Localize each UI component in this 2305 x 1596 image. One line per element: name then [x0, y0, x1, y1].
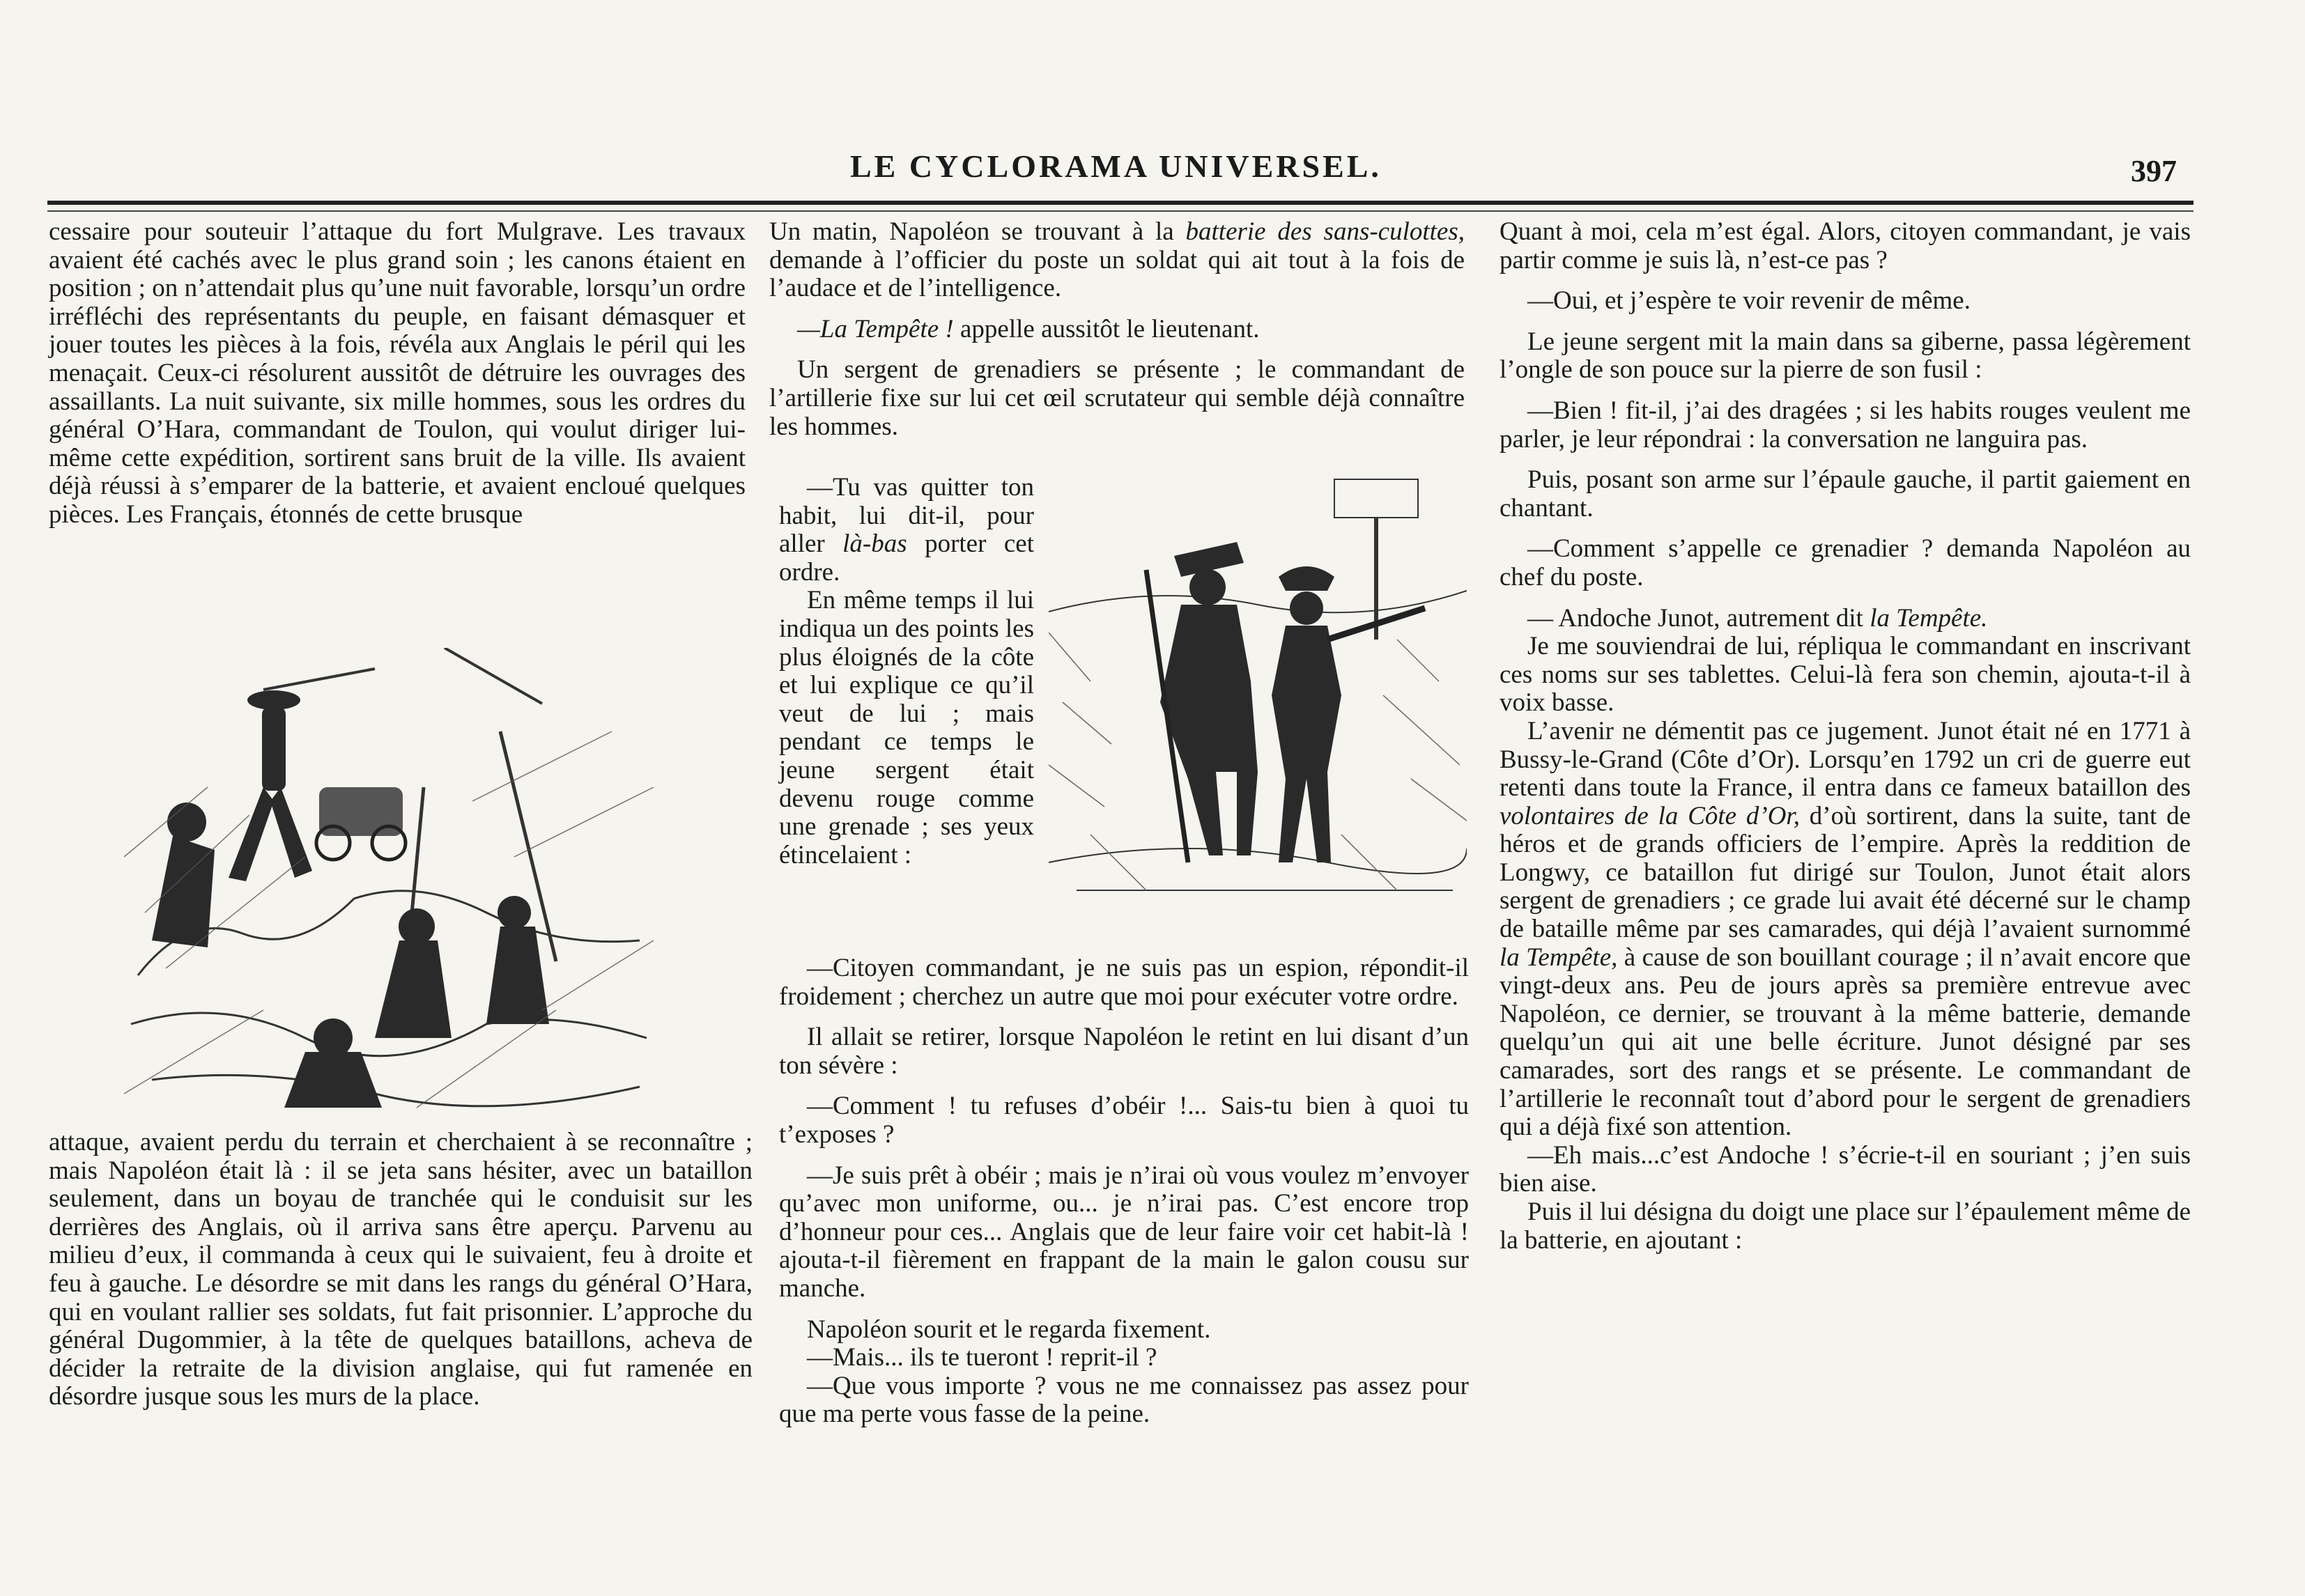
- running-title: LE CYCLORAMA UNIVERSEL.: [850, 148, 1382, 184]
- column-2-bottom: [779, 954, 1469, 1429]
- paragraph: Un sergent de grenadiers se présente ; le commandant de l’artillerie fixe sur lui cet œil scrutateur qui semble déjà connaître les hommes.: [769, 355, 1465, 441]
- paragraph: — Andoche Junot, autrement dit la Tempête.: [1527, 603, 1988, 633]
- column-1-bottom: [49, 1129, 753, 1411]
- paragraph: —Comment s’appelle ce grenadier ? demanda Napoléon au chef du poste.: [1500, 534, 2191, 591]
- paragraph: Puis il lui désigna du doigt une place sur l’épaulement même de la batterie, en ajoutant :: [1500, 1198, 2191, 1255]
- paragraph: —Oui, et j’espère te voir revenir de même.: [1527, 286, 1971, 316]
- battle-engraving: [124, 648, 654, 1115]
- paragraph: Un matin, Napoléon se trouvant à la batterie des sans-culottes, demande à l’officier du poste un soldat qui ait tout à la fois de l’audace et de l’intelligence.: [769, 217, 1465, 303]
- paragraph: attaque, avaient perdu du terrain et cherchaient à se reconnaître ; mais Napoléon était là : il se jeta sans hésiter, avec un bataillon seulement, dans un boyau de tranchée qui le conduisit sur les derrières des Anglais, où il arriva sans être aperçu. Parvenu au milieu d’eux, il commanda à ceux qui le suivaient, feu à droite et feu à gauche. Le désordre se mit dans les rangs du général O’Hara, qui en voulant rallier ses soldats, fut fait prisonnier. L’approche du général Dugommier, à la tête de quelques bataillons, acheva de décider la retraite de la division anglaise, qui fut ramenée en désordre jusque sous les murs de la place.: [49, 1128, 753, 1411]
- paragraph: Je me souviendrai de lui, répliqua le commandant en inscrivant ces noms sur ses tablettes. Celui-là fera son chemin, ajouta-t-il à voix basse.: [1500, 632, 2191, 718]
- column-1-top: [49, 218, 746, 529]
- paragraph: —Tu vas quitter ton habit, lui dit-il, pour aller là-bas porter cet ordre.: [779, 473, 1034, 587]
- paragraph: Napoléon sourit et le regarda fixement.: [807, 1315, 1211, 1344]
- paragraph: —La Tempête ! appelle aussitôt le lieutenant.: [797, 314, 1260, 343]
- column-3: [1500, 218, 2191, 1255]
- paragraph: L’avenir ne démentit pas ce jugement. Junot était né en 1771 à Bussy-le-Grand (Côte d’Or). Lorsqu’en 1792 un cri de guerre eut retenti dans toute la France, il entra dans ce fameux bataillon des volontaires de la Côte d’Or, d’où sortirent, dans la suite, tant de héros et de grands officiers de l’empire. Après la reddition de Longwy, ce bataillon fut dirigé sur Toulon, Junot était alors sergent de grenadiers ; ce grade lui avait été décerné sur le champ de bataille même par ses camarades, qui déjà l’avaient surnommé la Tempête, à cause de son bouillant courage ; il n’avait encore que vingt-deux ans. Peu de jours après sa première entrevue avec Napoléon, ce dernier, se trouvant à la même batterie, demande quelqu’un qui ait une belle écriture. Junot désigné par ses camarades, sort des rangs et se présente. Le commandant de l’artillerie le reconnaît tout d’abord pour le sergent de grenadiers qui a déjà fixé son attention.: [1500, 716, 2191, 1142]
- paragraph: —Je suis prêt à obéir ; mais je n’irai où vous voulez m’envoyer qu’avec mon uniforme, ou... je n’irai pas. C’est encore trop d’honneur pour ces... Anglais que de leur faire voir cet habit-là ! ajouta-t-il fièrement en frappant de la main le galon cousu sur manche.: [779, 1161, 1469, 1303]
- paragraph: Quant à moi, cela m’est égal. Alors, citoyen commandant, je vais partir comme je suis là, n’est-ce pas ?: [1500, 217, 2191, 274]
- header-rule-thin: [47, 210, 2194, 212]
- paragraph: Il allait se retirer, lorsque Napoléon le retint en lui disant d’un ton sévère :: [779, 1023, 1469, 1080]
- paragraph: —Comment ! tu refuses d’obéir !... Sais-tu bien à quoi tu t’exposes ?: [779, 1092, 1469, 1149]
- column-2-top: [769, 218, 1465, 441]
- paragraph: —Bien ! fit-il, j’ai des dragées ; si les habits rouges veulent me parler, je leur répondrai : la conversation ne languira pas.: [1500, 396, 2191, 454]
- paragraph: —Eh mais...c’est Andoche ! s’écrie-t-il en souriant ; j’en suis bien aise.: [1500, 1140, 2191, 1198]
- page-number: 397: [2131, 154, 2177, 188]
- header-rule: [47, 201, 2194, 205]
- paragraph: —Mais... ils te tueront ! reprit-il ?: [807, 1343, 1157, 1372]
- napoleon-grenadier-engraving: [1049, 472, 1467, 904]
- paragraph: cessaire pour souteuir l’attaque du fort Mulgrave. Les travaux avaient été cachés avec le plus grand soin ; les canons étaient en position ; on n’attendait plus qu’une nuit favorable, lorsqu’un ordre irréfléchi des représentants du peuple, en faisant démasquer et jouer toutes les pièces à la fois, révéla aux Anglais le péril qui les menaçait. Ceux-ci résolurent aussitôt de détruire les ouvrages des assaillants. La nuit suivante, six mille hommes, sous les ordres du général O’Hara, commandant de Toulon, qui voulut diriger lui-même cette expédition, sortirent sans bruit de la ville. Ils avaient déjà réussi à s’emparer de la batterie, et avaient encloué quelques pièces. Les Français, étonnés de cette brusque: [49, 217, 746, 529]
- paragraph: En même temps il lui indiqua un des points les plus éloignés de la côte et lui explique ce qu’il veut de lui ; mais pendant ce temps le jeune sergent était devenu rouge comme une grenade ; ses yeux étincelaient :: [779, 586, 1034, 869]
- column-2-side-text: [779, 474, 1034, 869]
- paragraph: —Que vous importe ? vous ne me connaissez pas assez pour que ma perte vous fasse de la peine.: [779, 1371, 1469, 1429]
- paragraph: —Citoyen commandant, je ne suis pas un espion, répondit-il froidement ; cherchez un autre que moi pour exécuter votre ordre.: [779, 954, 1469, 1011]
- paragraph: Le jeune sergent mit la main dans sa giberne, passa légèrement l’ongle de son pouce sur la pierre de son fusil :: [1500, 327, 2191, 385]
- paragraph: Puis, posant son arme sur l’épaule gauche, il partit gaiement en chantant.: [1500, 465, 2191, 522]
